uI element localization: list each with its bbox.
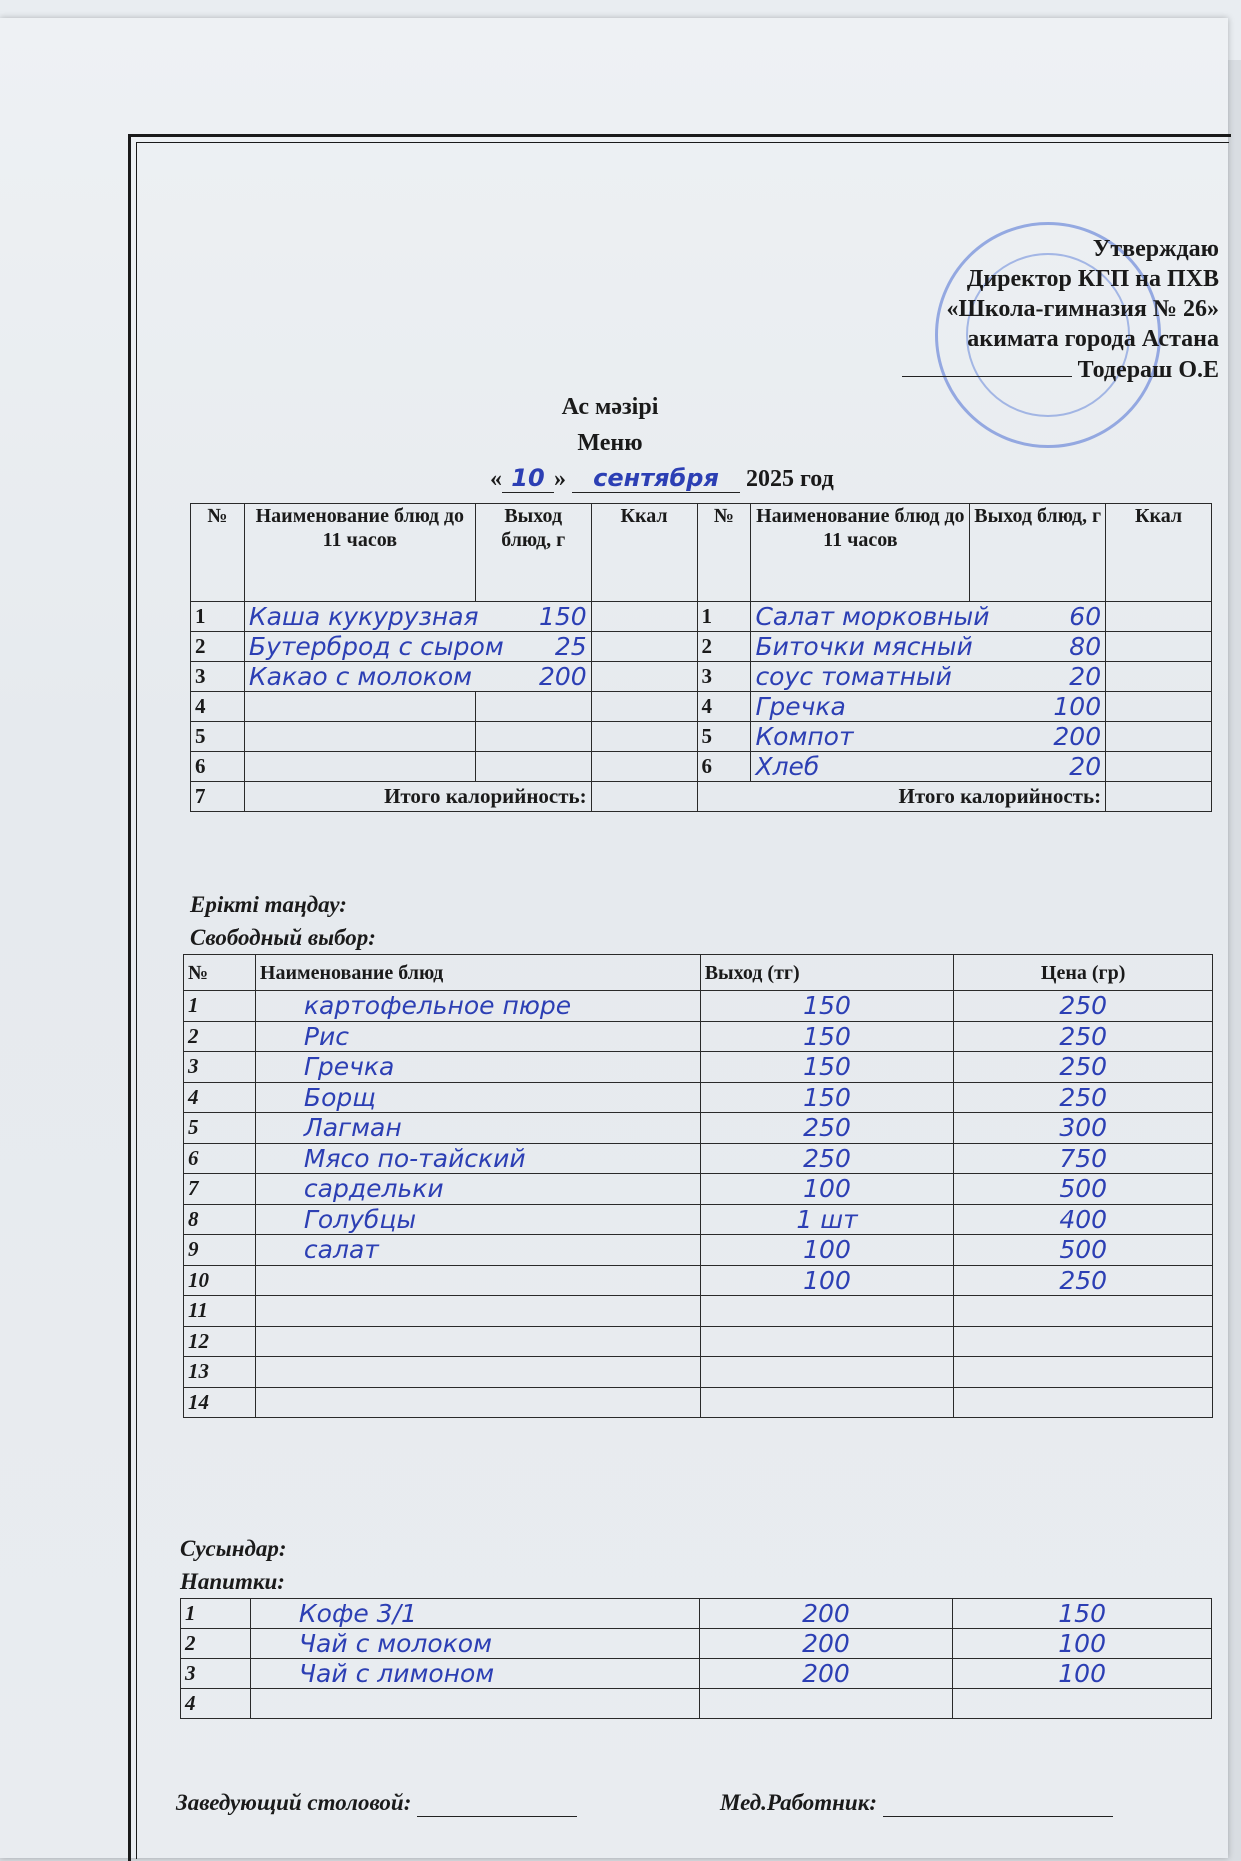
dish-cell: [255, 1326, 700, 1357]
dish-cell: салат: [255, 1235, 700, 1266]
row-no: 5: [184, 1113, 256, 1144]
row-no: 7: [191, 782, 245, 812]
dish-cell: [751, 752, 1106, 782]
row-no: 6: [697, 752, 751, 782]
table-row: [184, 1082, 1213, 1113]
dish-name: Бутерброд с сыром: [248, 632, 504, 661]
approval-signature-line: [902, 354, 1219, 385]
price-cell: 300: [954, 1113, 1213, 1144]
free-choice-label-kz: Ерікті таңдау:: [190, 892, 347, 917]
output-cell: 150: [700, 1082, 954, 1113]
title-kz: Ас мәзірі: [561, 394, 659, 420]
header-dish-2: Наименование блюд до 11 часов: [751, 504, 970, 602]
manager-signature-blank: [417, 1790, 577, 1817]
dish-cell: Рис: [255, 1021, 700, 1052]
row-no: 3: [184, 1052, 256, 1083]
output-cell: [475, 752, 591, 782]
dish-cell: сардельки: [255, 1174, 700, 1205]
kcal-cell: [1106, 662, 1212, 692]
dish-name: Какао с молоком: [248, 662, 473, 691]
kcal-cell: [591, 722, 697, 752]
row-no: 7: [184, 1174, 256, 1205]
price-cell: 500: [954, 1174, 1213, 1205]
dish-cell: [751, 692, 1106, 722]
dish-cell: [255, 1357, 700, 1388]
output-cell: [700, 1296, 954, 1327]
dish-output: 200: [1053, 722, 1102, 751]
fc-header-output: Выход (тг): [700, 955, 954, 991]
approval-signer: Тодераш О.Е: [1077, 357, 1219, 383]
table-row: [184, 1021, 1213, 1052]
dish-cell: [244, 752, 475, 782]
row-no: 3: [697, 662, 751, 692]
kcal-cell: [591, 602, 697, 632]
drinks-label-ru: Напитки:: [180, 1569, 285, 1594]
row-no: 2: [191, 632, 245, 662]
header-no: №: [191, 504, 245, 602]
menu-table: [190, 503, 1212, 812]
free-choice-header: [184, 955, 1213, 991]
dish-cell: [255, 1265, 700, 1296]
row-no: 6: [184, 1143, 256, 1174]
output-cell: [700, 1326, 954, 1357]
row-no: 3: [181, 1659, 251, 1689]
table-row: [184, 1296, 1213, 1327]
dish-output: 60: [1069, 602, 1102, 631]
table-row: [184, 1265, 1213, 1296]
row-no: 1: [191, 602, 245, 632]
approval-line-2: Директор КГП на ПХВ: [966, 266, 1219, 292]
output-cell: 100: [700, 1235, 954, 1266]
row-no: 5: [697, 722, 751, 752]
row-no: 4: [191, 692, 245, 722]
row-no: 3: [191, 662, 245, 692]
dish-cell: Чай с лимоном: [250, 1659, 699, 1689]
row-no: 13: [184, 1357, 256, 1388]
drinks-label-kz: Сусындар:: [180, 1536, 287, 1561]
approval-block: [902, 234, 1219, 385]
kcal-cell: [1106, 632, 1212, 662]
kcal-cell: [591, 632, 697, 662]
price-cell: 250: [954, 1021, 1213, 1052]
output-cell: [700, 1357, 954, 1388]
table-row: [184, 1113, 1213, 1144]
table-row: [184, 1204, 1213, 1235]
price-cell: 250: [954, 1265, 1213, 1296]
kcal-cell: [591, 692, 697, 722]
dish-cell: [244, 632, 591, 662]
kcal-cell: [1106, 722, 1212, 752]
output-cell: [699, 1689, 953, 1719]
dish-output: 20: [1069, 752, 1102, 781]
dish-output: 20: [1069, 662, 1102, 691]
output-cell: 1 шт: [700, 1204, 954, 1235]
row-no: 1: [181, 1599, 251, 1629]
output-cell: 100: [700, 1174, 954, 1205]
manager-label: Заведующий столовой:: [176, 1790, 412, 1815]
price-cell: 250: [954, 1052, 1213, 1083]
dish-cell: Лагман: [255, 1113, 700, 1144]
dish-name: Салат морковный: [755, 602, 990, 631]
price-cell: [954, 1326, 1213, 1357]
dish-cell: [255, 1387, 700, 1418]
kcal-cell: [1106, 752, 1212, 782]
dish-cell: Кофе 3/1: [250, 1599, 699, 1629]
table-row: [181, 1599, 1212, 1629]
table-row: [191, 692, 1212, 722]
dish-cell: [244, 692, 475, 722]
total-label: Итого калорийность:: [244, 782, 591, 812]
table-row: [191, 632, 1212, 662]
price-cell: 250: [954, 991, 1213, 1022]
table-row: [184, 1357, 1213, 1388]
dish-cell: [244, 662, 591, 692]
dish-output: 25: [554, 632, 587, 661]
title-ru: Меню: [577, 430, 643, 456]
table-row: [191, 602, 1212, 632]
row-no: 6: [191, 752, 245, 782]
dish-cell: [244, 722, 475, 752]
row-no: 4: [184, 1082, 256, 1113]
row-no: 8: [184, 1204, 256, 1235]
table-row: [191, 662, 1212, 692]
dish-cell: [751, 602, 1106, 632]
table-row: [184, 1235, 1213, 1266]
table-row: [181, 1659, 1212, 1689]
header-dish: Наименование блюд до 11 часов: [244, 504, 475, 602]
table-row: [184, 1143, 1213, 1174]
header-kcal-2: Ккал: [1106, 504, 1212, 602]
price-cell: [954, 1387, 1213, 1418]
table-row: [184, 1326, 1213, 1357]
output-cell: 200: [699, 1629, 953, 1659]
row-no: 9: [184, 1235, 256, 1266]
row-no: 1: [697, 602, 751, 632]
row-no: 11: [184, 1296, 256, 1327]
kcal-cell: [1106, 692, 1212, 722]
date-day: 10: [502, 464, 554, 493]
output-cell: [475, 722, 591, 752]
output-cell: 200: [699, 1599, 953, 1629]
free-choice-table: [183, 954, 1213, 1418]
row-no: 2: [697, 632, 751, 662]
fc-header-price: Цена (гр): [954, 955, 1213, 991]
kcal-total-cell: [591, 782, 697, 812]
output-cell: 200: [699, 1659, 953, 1689]
table-row: [191, 752, 1212, 782]
dish-name: Гречка: [755, 692, 846, 721]
menu-table-header: [191, 504, 1212, 602]
output-cell: [700, 1387, 954, 1418]
dish-output: 150: [538, 602, 587, 631]
table-row: [184, 991, 1213, 1022]
price-cell: 750: [954, 1143, 1213, 1174]
dish-cell: Гречка: [255, 1052, 700, 1083]
table-row: [181, 1689, 1212, 1719]
output-cell: 150: [700, 991, 954, 1022]
date-year: 2025 год: [746, 466, 834, 492]
output-cell: [475, 692, 591, 722]
dish-name: Биточки мясный: [755, 632, 973, 661]
kcal-cell: [1106, 602, 1212, 632]
dish-output: 200: [538, 662, 587, 691]
output-cell: 100: [700, 1265, 954, 1296]
table-row: [184, 1387, 1213, 1418]
dish-name: Каша кукурузная: [248, 602, 479, 631]
kcal-total-cell-2: [1106, 782, 1212, 812]
dish-output: 80: [1069, 632, 1102, 661]
dish-cell: [751, 722, 1106, 752]
free-choice-label-ru: Свободный выбор:: [190, 925, 376, 950]
kcal-cell: [591, 752, 697, 782]
header-kcal: Ккал: [591, 504, 697, 602]
row-no: 12: [184, 1326, 256, 1357]
fc-header-no: №: [184, 955, 256, 991]
output-cell: 150: [700, 1021, 954, 1052]
approval-line-4: акимата города Астана: [967, 326, 1219, 352]
price-cell: [954, 1357, 1213, 1388]
medic-signature: [720, 1790, 1113, 1817]
row-no: 4: [181, 1689, 251, 1719]
header-no-2: №: [697, 504, 751, 602]
table-row: [191, 722, 1212, 752]
signature-blank: [902, 354, 1072, 377]
table-row: [184, 1174, 1213, 1205]
row-no: 2: [184, 1021, 256, 1052]
dish-cell: Мясо по-тайский: [255, 1143, 700, 1174]
table-row: [181, 1629, 1212, 1659]
price-cell: 500: [954, 1235, 1213, 1266]
row-no: 2: [181, 1629, 251, 1659]
menu-date: « 10 » сентября 2025 год: [490, 464, 834, 492]
dish-cell: Чай с молоком: [250, 1629, 699, 1659]
medic-signature-blank: [883, 1790, 1113, 1817]
dish-cell: [751, 662, 1106, 692]
approval-line-3: «Школа-гимназия № 26»: [946, 296, 1219, 322]
kcal-cell: [591, 662, 697, 692]
output-cell: 250: [700, 1143, 954, 1174]
price-cell: [953, 1689, 1212, 1719]
manager-signature: [176, 1790, 577, 1817]
row-no: 4: [697, 692, 751, 722]
medic-label: Мед.Работник:: [720, 1790, 878, 1815]
dish-cell: [255, 1296, 700, 1327]
table-row: [191, 782, 1212, 812]
price-cell: 100: [953, 1629, 1212, 1659]
dish-cell: Борщ: [255, 1082, 700, 1113]
price-cell: 400: [954, 1204, 1213, 1235]
dish-name: Компот: [755, 722, 854, 751]
drinks-table: [180, 1598, 1212, 1719]
row-no: 5: [191, 722, 245, 752]
dish-name: Хлеб: [755, 752, 820, 781]
header-output: Выход блюд, г: [475, 504, 591, 602]
dish-output: 100: [1053, 692, 1102, 721]
dish-cell: Голубцы: [255, 1204, 700, 1235]
dish-cell: [244, 602, 591, 632]
dish-cell: [250, 1689, 699, 1719]
dish-name: соус томатный: [755, 662, 952, 691]
price-cell: [954, 1296, 1213, 1327]
header-output-2: Выход блюд, г: [970, 504, 1106, 602]
total-label-2: Итого калорийность:: [697, 782, 1106, 812]
table-row: [184, 1052, 1213, 1083]
price-cell: 100: [953, 1659, 1212, 1689]
row-no: 14: [184, 1387, 256, 1418]
date-month: сентября: [572, 464, 740, 493]
row-no: 1: [184, 991, 256, 1022]
price-cell: 150: [953, 1599, 1212, 1629]
row-no: 10: [184, 1265, 256, 1296]
dish-cell: [751, 632, 1106, 662]
output-cell: 150: [700, 1052, 954, 1083]
output-cell: 250: [700, 1113, 954, 1144]
dish-cell: картофельное пюре: [255, 991, 700, 1022]
approval-line-1: Утверждаю: [1092, 236, 1219, 262]
price-cell: 250: [954, 1082, 1213, 1113]
fc-header-dish: Наименование блюд: [255, 955, 700, 991]
